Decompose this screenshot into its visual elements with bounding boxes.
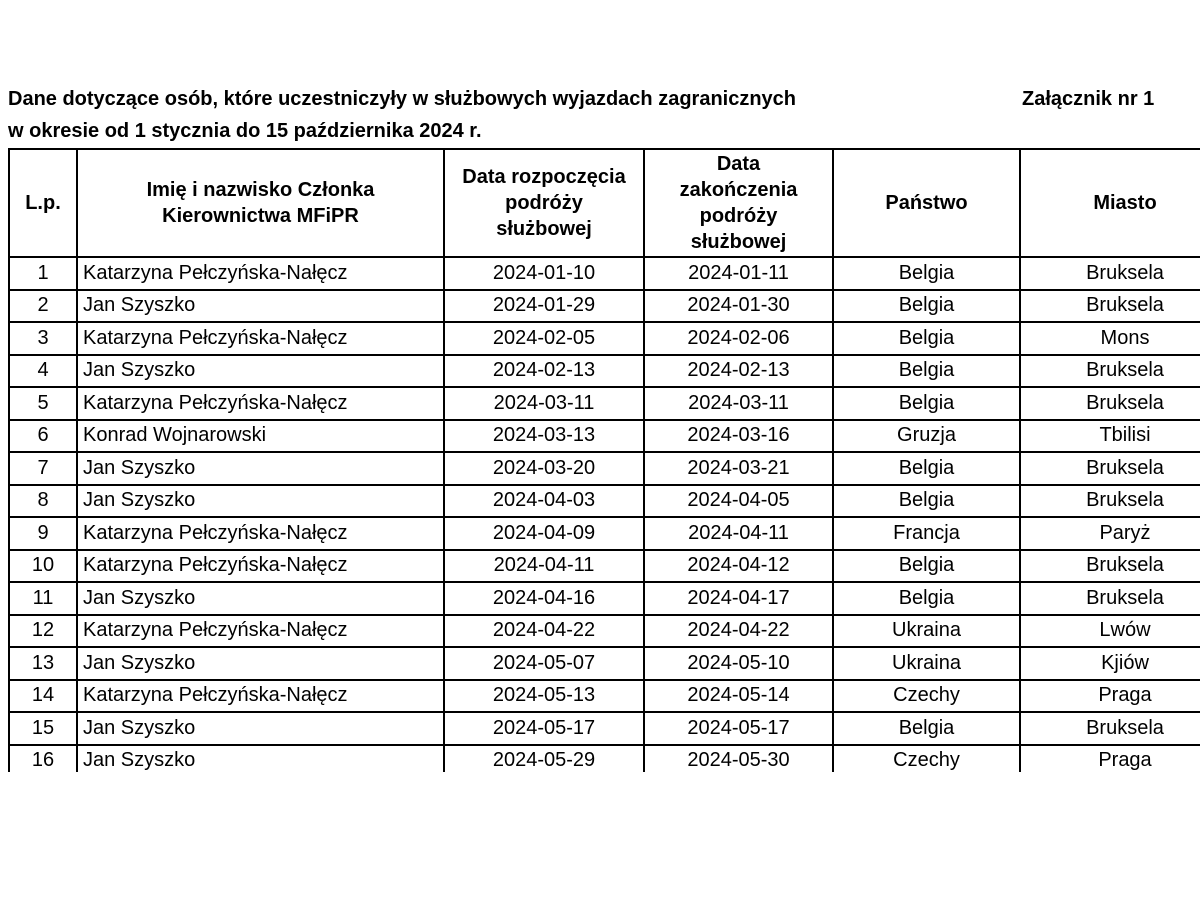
table-cell: Bruksela — [1020, 712, 1200, 745]
table-cell: 6 — [9, 420, 77, 453]
column-header: Data rozpoczęcia podróży służbowej — [444, 149, 644, 257]
table-cell: Belgia — [833, 257, 1020, 290]
table-cell: 2024-03-11 — [444, 387, 644, 420]
table-cell: Bruksela — [1020, 355, 1200, 388]
table-cell: Belgia — [833, 582, 1020, 615]
table-row — [9, 745, 1200, 773]
document-title-line2: w okresie od 1 stycznia do 15 października 2024 r. — [8, 120, 482, 142]
table-row — [9, 257, 1200, 290]
table-row — [9, 712, 1200, 745]
table-cell: Paryż — [1020, 517, 1200, 550]
table-cell: Jan Szyszko — [77, 712, 444, 745]
table-cell: 2024-03-21 — [644, 452, 833, 485]
table-cell: 2024-02-13 — [444, 355, 644, 388]
table-cell: 2024-03-13 — [444, 420, 644, 453]
table-cell: 2024-04-11 — [644, 517, 833, 550]
table-cell: Belgia — [833, 550, 1020, 583]
table-cell: Katarzyna Pełczyńska-Nałęcz — [77, 257, 444, 290]
table-row — [9, 647, 1200, 680]
table-cell: 7 — [9, 452, 77, 485]
table-cell: 3 — [9, 322, 77, 355]
table-cell: Kjiów — [1020, 647, 1200, 680]
table-cell: Konrad Wojnarowski — [77, 420, 444, 453]
table-cell: 2024-04-05 — [644, 485, 833, 518]
table-cell: Katarzyna Pełczyńska-Nałęcz — [77, 550, 444, 583]
table-cell: 2024-04-22 — [644, 615, 833, 648]
table-cell: Belgia — [833, 387, 1020, 420]
table-row — [9, 420, 1200, 453]
table-row — [9, 322, 1200, 355]
table-row — [9, 452, 1200, 485]
column-header: Data zakończenia podróży służbowej — [644, 149, 833, 257]
table-cell: Jan Szyszko — [77, 582, 444, 615]
table-cell: 2024-01-30 — [644, 290, 833, 323]
table-cell: 2024-04-12 — [644, 550, 833, 583]
table-cell: 2024-05-13 — [444, 680, 644, 713]
table-cell: 2024-04-22 — [444, 615, 644, 648]
table-cell: 2024-04-11 — [444, 550, 644, 583]
table-cell: Belgia — [833, 290, 1020, 323]
table-row — [9, 290, 1200, 323]
table-cell: 2024-05-17 — [644, 712, 833, 745]
table-cell: 2024-05-29 — [444, 745, 644, 773]
table-cell: Bruksela — [1020, 387, 1200, 420]
column-header: Imię i nazwisko Członka Kierownictwa MFiPR — [77, 149, 444, 257]
attachment-label: Załącznik nr 1 — [1022, 88, 1155, 110]
table-cell: Gruzja — [833, 420, 1020, 453]
column-header: L.p. — [9, 149, 77, 257]
table-cell: 2024-01-11 — [644, 257, 833, 290]
table-cell: Ukraina — [833, 615, 1020, 648]
table-row — [9, 582, 1200, 615]
table-row — [9, 355, 1200, 388]
table-cell: 2024-01-29 — [444, 290, 644, 323]
table-cell: Czechy — [833, 680, 1020, 713]
table-cell: 2024-02-05 — [444, 322, 644, 355]
table-cell: 4 — [9, 355, 77, 388]
table-cell: 2024-04-16 — [444, 582, 644, 615]
table-cell: Belgia — [833, 452, 1020, 485]
table-cell: Belgia — [833, 355, 1020, 388]
table-header-row — [9, 149, 1200, 257]
table-cell: Mons — [1020, 322, 1200, 355]
table-cell: 16 — [9, 745, 77, 773]
table-row — [9, 615, 1200, 648]
table-cell: Francja — [833, 517, 1020, 550]
table-cell: Belgia — [833, 485, 1020, 518]
table-cell: Bruksela — [1020, 485, 1200, 518]
table-cell: 2024-03-11 — [644, 387, 833, 420]
column-header: Państwo — [833, 149, 1020, 257]
table-cell: 8 — [9, 485, 77, 518]
table-row — [9, 485, 1200, 518]
table-cell: 2024-04-17 — [644, 582, 833, 615]
table-cell: 2024-05-30 — [644, 745, 833, 773]
table-cell: 2024-01-10 — [444, 257, 644, 290]
table-cell: Jan Szyszko — [77, 452, 444, 485]
table-cell: 14 — [9, 680, 77, 713]
table-cell: Jan Szyszko — [77, 355, 444, 388]
trips-table-container — [8, 148, 1200, 772]
table-cell: Bruksela — [1020, 452, 1200, 485]
table-cell: Bruksela — [1020, 290, 1200, 323]
table-cell: 2024-03-20 — [444, 452, 644, 485]
document-title — [8, 83, 796, 147]
table-cell: Belgia — [833, 712, 1020, 745]
table-row — [9, 680, 1200, 713]
table-cell: Katarzyna Pełczyńska-Nałęcz — [77, 615, 444, 648]
table-cell: 11 — [9, 582, 77, 615]
table-cell: 9 — [9, 517, 77, 550]
table-cell: 2024-05-14 — [644, 680, 833, 713]
table-cell: Jan Szyszko — [77, 290, 444, 323]
table-cell: Ukraina — [833, 647, 1020, 680]
table-cell: Bruksela — [1020, 257, 1200, 290]
table-cell: Lwów — [1020, 615, 1200, 648]
table-cell: 2024-05-17 — [444, 712, 644, 745]
table-row — [9, 550, 1200, 583]
column-header: Miasto — [1020, 149, 1200, 257]
table-cell: Bruksela — [1020, 550, 1200, 583]
table-cell: 2024-05-10 — [644, 647, 833, 680]
table-cell: 2024-04-03 — [444, 485, 644, 518]
table-row — [9, 517, 1200, 550]
table-cell: Jan Szyszko — [77, 647, 444, 680]
table-cell: 13 — [9, 647, 77, 680]
table-cell: Belgia — [833, 322, 1020, 355]
table-cell: Katarzyna Pełczyńska-Nałęcz — [77, 387, 444, 420]
table-cell: Bruksela — [1020, 582, 1200, 615]
table-cell: 15 — [9, 712, 77, 745]
table-cell: Tbilisi — [1020, 420, 1200, 453]
table-cell: 2024-02-13 — [644, 355, 833, 388]
table-cell: Katarzyna Pełczyńska-Nałęcz — [77, 322, 444, 355]
table-cell: 2024-03-16 — [644, 420, 833, 453]
table-cell: Katarzyna Pełczyńska-Nałęcz — [77, 680, 444, 713]
trips-table — [8, 148, 1200, 772]
table-cell: 2 — [9, 290, 77, 323]
table-cell: 5 — [9, 387, 77, 420]
table-cell: 12 — [9, 615, 77, 648]
table-cell: Praga — [1020, 745, 1200, 773]
table-cell: Jan Szyszko — [77, 485, 444, 518]
table-cell: 1 — [9, 257, 77, 290]
table-cell: Czechy — [833, 745, 1020, 773]
table-cell: Praga — [1020, 680, 1200, 713]
document-title-line1: Dane dotyczące osób, które uczestniczyły w służbowych wyjazdach zagranicznych — [8, 88, 797, 110]
table-cell: Katarzyna Pełczyńska-Nałęcz — [77, 517, 444, 550]
table-cell: Jan Szyszko — [77, 745, 444, 773]
table-cell: 2024-05-07 — [444, 647, 644, 680]
table-cell: 10 — [9, 550, 77, 583]
table-cell: 2024-04-09 — [444, 517, 644, 550]
table-cell: 2024-02-06 — [644, 322, 833, 355]
table-row — [9, 387, 1200, 420]
